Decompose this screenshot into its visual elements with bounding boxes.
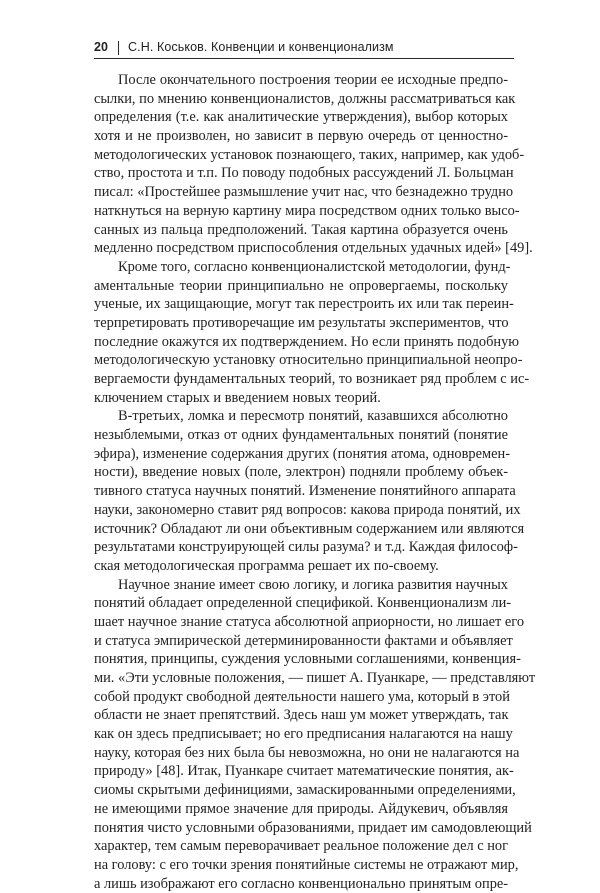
- text-line: ство, простота и т.п. По поводу подобных рассуждений Л. Больцман: [94, 165, 514, 182]
- text-line: и статуса эмпирической детерминированности фактами и объявляет: [94, 632, 513, 649]
- running-title: С.Н. Коськов. Конвенции и конвенционализм: [128, 40, 394, 54]
- header-rule: [94, 58, 514, 59]
- text-line: на голову: с его точки зрения понятийные системы не отражают мир,: [94, 856, 519, 873]
- body-text: [94, 71, 536, 893]
- text-line: ключением старых и введением новых теорий.: [94, 389, 381, 406]
- text-line: науку, которая без них была бы невозможна, но они не налагаются на: [94, 744, 520, 761]
- text-line: вергаемости фундаментальных теорий, то возникает ряд проблем с ис-: [94, 371, 530, 387]
- text-line: Научное знание имеет свою логику, и логика развития научных: [118, 576, 508, 593]
- text-line: методологическую установку относительно принципиальной неопро-: [94, 352, 523, 369]
- text-line: понятий обладает определенной спецификой. Конвенционализм ли-: [94, 595, 512, 612]
- text-line: области не знает препятствий. Здесь наш ум может утверждать, так: [94, 707, 509, 724]
- text-line: собой продукт свободной деятельности нашего ума, который в этой: [94, 688, 510, 705]
- text-line: природу» [48]. Итак, Пуанкаре считает математические понятия, ак-: [94, 763, 514, 780]
- text-line: шает научное знание статуса абсолютной априорности, но лишает его: [94, 613, 525, 630]
- text-line: сиомы скрытыми дефинициями, замаскированными определениями,: [94, 782, 516, 799]
- text-line: как он здесь предписывает; но его предписания налагаются на нашу: [94, 726, 513, 743]
- text-line: не имеющими прямое значение для природы. Айдукевич, объявляя: [94, 800, 508, 817]
- text-line: ности), введение новых (поле, электрон) подняли проблему объек-: [94, 464, 508, 481]
- text-line: эфира), изменение содержания других (понятия атома, одновремен-: [94, 445, 510, 462]
- paragraph-1: [94, 71, 533, 258]
- text-line: терпретировать противоречащие им результаты экспериментов, что: [94, 314, 509, 331]
- text-line: Кроме того, согласно конвенционалистской методологии, фунд-: [118, 258, 511, 275]
- text-line: наткнуться на верную картину мира посредством одних только высо-: [94, 202, 520, 219]
- text-line: источник? Обладают ли они объективным содержанием или являются: [94, 520, 525, 537]
- text-line: писал: «Простейшее размышление учит нас, что безнадежно трудно: [94, 184, 514, 201]
- text-line: сылки, по мнению конвенционалистов, должны рассматриваться как: [94, 90, 516, 107]
- text-line: После окончательного построения теории ее исходные предпо-: [118, 72, 508, 88]
- text-line: понятия чисто условными образованиями, придает им самодовлеющий: [94, 819, 532, 836]
- text-line: ми. «Эти условные положения, — пишет А. Пуанкаре, — представляют: [94, 670, 536, 686]
- text-line: аментальные теории принципиально не опровергаемы, поскольку: [94, 277, 508, 294]
- page-number: 20: [94, 40, 108, 54]
- text-line: результатами конструирующей силы разума? и т.д. Каждая философ-: [94, 539, 518, 556]
- text-line: ская методологическая программа решает их по-своему.: [94, 557, 439, 574]
- text-line: В-третьих, ломка и пересмотр понятий, казавшихся абсолютно: [118, 408, 508, 425]
- paragraph-3: [94, 407, 525, 575]
- text-line: методологических установок познающего, таких, например, как удоб-: [94, 146, 525, 163]
- text-line: ученые, их защищающие, могут так перестроить их или так переин-: [94, 296, 514, 313]
- text-line: определения (т.е. как аналитические утверждения), выбор которых: [94, 109, 508, 126]
- text-line: науки, закономерно ставит ряд вопросов: какова природа понятий, их: [94, 501, 521, 518]
- text-line: а лишь изображают его согласно конвенционально принятым опре-: [94, 875, 509, 892]
- text-line: последние окажутся их подтверждением. Но если принять подобную: [94, 333, 520, 350]
- page-header: [94, 38, 514, 60]
- paragraph-2: [94, 258, 530, 408]
- text-line: хотя и не произволен, но зависит в первую очередь от ценностно-: [94, 128, 508, 145]
- paragraph-4: [94, 576, 536, 893]
- text-line: незыблемыми, отказ от одних фундаментальных понятий (понятие: [94, 427, 508, 444]
- text-line: санных из пальца предположений. Такая картина образуется очень: [94, 221, 508, 238]
- text-line: тивного статуса научных понятий. Изменение понятийного аппарата: [94, 483, 516, 500]
- text-line: характер, тем самым переворачивает реальное положение дел с ног: [94, 838, 509, 855]
- text-line: понятия, принципы, суждения условными соглашениями, конвенция-: [94, 651, 521, 668]
- text-line: медленно посредством приспособления отдельных удачных идей» [49].: [94, 240, 533, 257]
- header-divider: [118, 41, 119, 55]
